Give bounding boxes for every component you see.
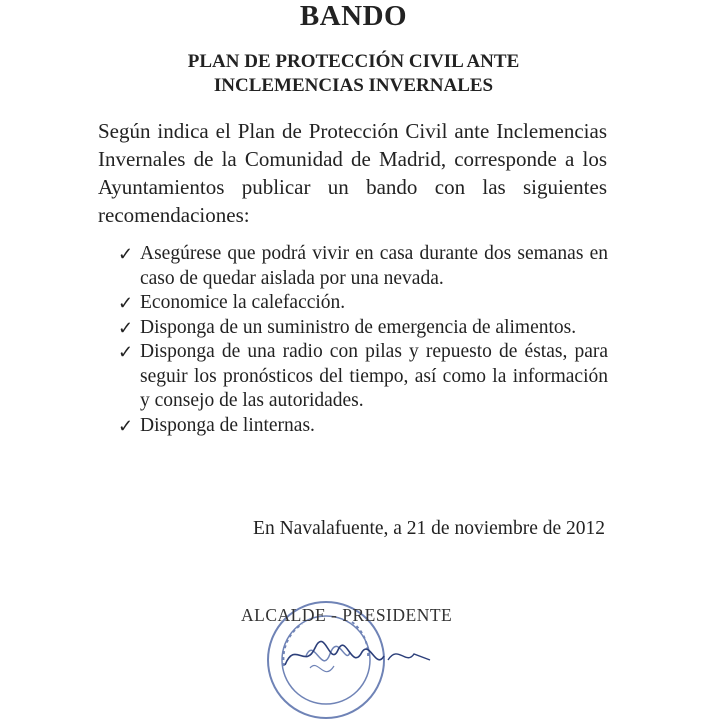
- recommendation-item: [118, 414, 608, 439]
- recommendation-item: [118, 242, 608, 291]
- document-title: BANDO: [299, 0, 408, 32]
- handwritten-signature: [280, 630, 440, 675]
- check-mark-icon: ✓: [118, 342, 134, 362]
- check-mark-icon: ✓: [118, 415, 134, 436]
- check-mark-icon: ✓: [118, 244, 134, 264]
- recommendations-list: [118, 242, 608, 438]
- recommendation-text: Asegúrese que podrá vivir en casa durante dos semanas en caso de quedar aislada por una nevada.: [140, 243, 608, 289]
- place-and-date: En Navalafuente, a 21 de noviembre de 2012: [253, 518, 605, 539]
- document-subtitle-line-2: INCLEMENCIAS INVERNALES: [213, 75, 494, 96]
- recommendation-text: Disponga de un suministro de emergencia de alimentos.: [140, 316, 577, 338]
- recommendation-item: [118, 291, 608, 316]
- check-mark-icon: ✓: [118, 317, 134, 338]
- document-subtitle-line-1: PLAN DE PROTECCIÓN CIVIL ANTE: [187, 51, 520, 72]
- recommendation-text: Disponga de una radio con pilas y repuesto de éstas, para seguir los pronósticos del tiempo, así como la información y consejo de las autoridades.: [140, 341, 608, 411]
- recommendation-item: [118, 340, 608, 414]
- intro-paragraph: Según indica el Plan de Protección Civil ante Inclemencias Invernales de la Comunidad de Madrid, corresponde a los Ayuntamientos publicar un bando con las siguientes recomendaciones:: [98, 119, 607, 227]
- signature-title: ALCALDE - PRESIDENTE: [241, 605, 453, 625]
- recommendation-item: [118, 316, 608, 341]
- recommendation-text: Disponga de linternas.: [140, 414, 315, 436]
- check-mark-icon: ✓: [118, 293, 134, 313]
- recommendation-text: Economice la calefacción.: [140, 292, 346, 313]
